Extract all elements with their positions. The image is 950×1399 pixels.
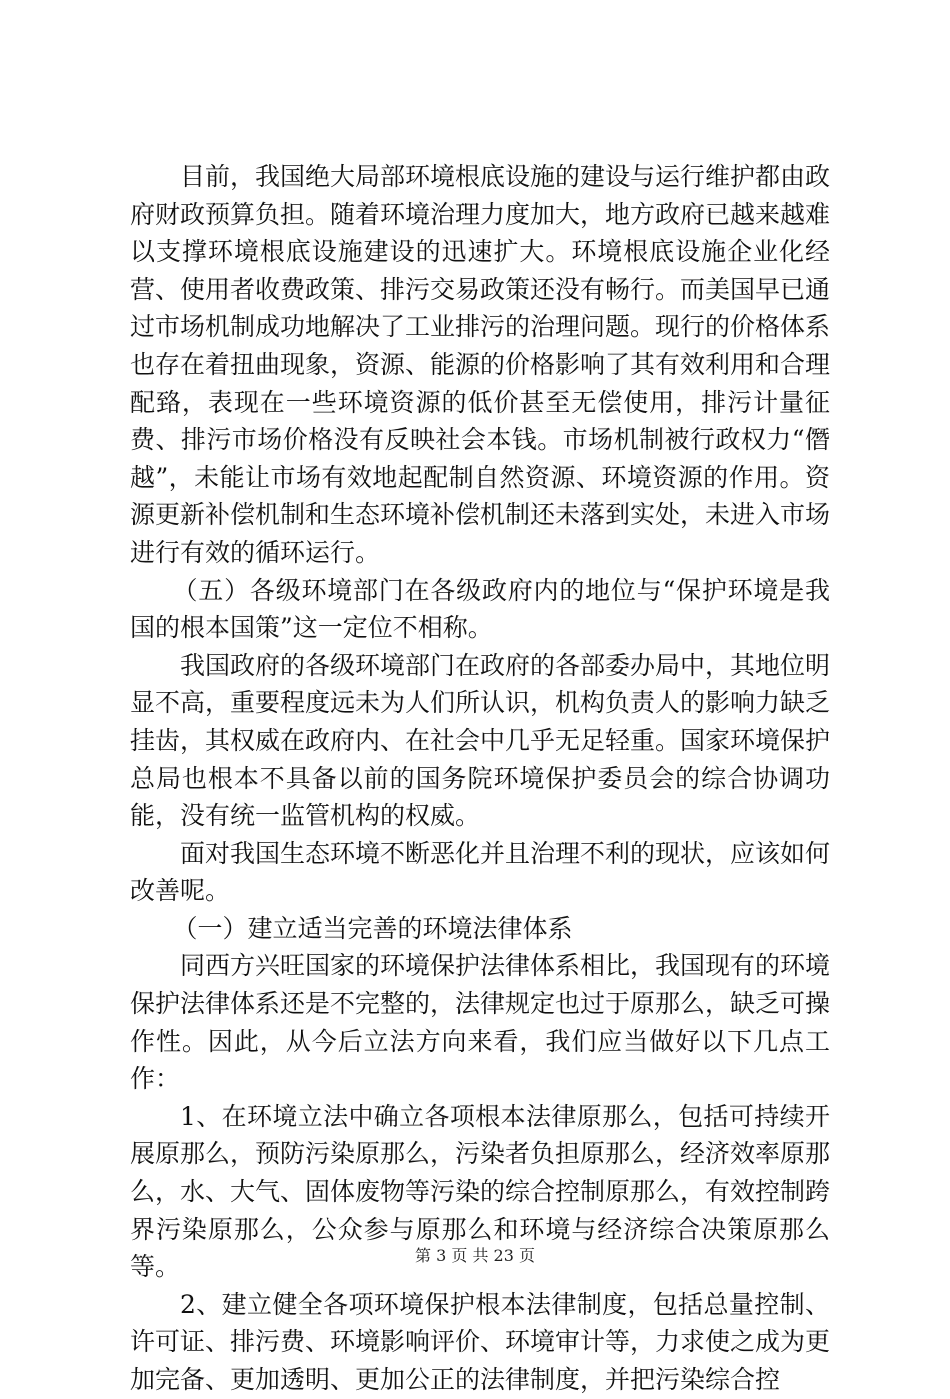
paragraph: 面对我国生态环境不断恶化并且治理不利的现状，应该如何改善呢。 <box>130 838 831 906</box>
list-item: 1、在环境立法中确立各项根本法律原那么，包括可持续开展原那么，预防污染原那么，污染者负担原那么，经济效率原那么，水、大气、固体废物等污染的综合控制原那么，有效控制跨界污染原那么，公众参与原那么和环境与经济综合决策原那么等。 <box>130 1101 831 1282</box>
body-text <box>130 158 830 1399</box>
section-heading: （一）建立适当完善的环境法律体系 <box>172 913 573 943</box>
paragraph: 同西方兴旺国家的环境保护法律体系相比，我国现有的环境保护法律体系还是不完整的，法律规定也过于原那么，缺乏可操作性。因此，从今后立法方向来看，我们应当做好以下几点工作： <box>130 951 831 1094</box>
paragraph: 我国政府的各级环境部门在政府的各部委办局中，其地位明显不高，重要程度远未为人们所认识，机构负责人的影响力缺乏挂齿，其权威在政府内、在社会中几乎无足轻重。国家环境保护总局也根本不具备以前的国务院环境保护委员会的综合协调功能，没有统一监管机构的权威。 <box>130 650 831 831</box>
list-item: 2、建立健全各项环境保护根本法律制度，包括总量控制、许可证、排污费、环境影响评价、环境审计等，力求使之成为更加完备、更加透明、更加公正的法律制度，并把污染综合控 <box>130 1289 831 1394</box>
page-footer: 第 3 页 共 23 页 <box>415 1246 535 1265</box>
paragraph: 目前，我国绝大局部环境根底设施的建设与运行维护都由政府财政预算负担。随着环境治理力度加大，地方政府已越来越难以支撑环境根底设施建设的迅速扩大。环境根底设施企业化经营、使用者收费政策、排污交易政策还没有畅行。而美国早已通过市场机制成功地解决了工业排污的治理问题。现行的价格体系也存在着扭曲现象，资源、能源的价格影响了其有效利用和合理配臵，表现在一些环境资源的低价甚至无偿使用，排污计量征费、排污市场价格没有反映社会本钱。市场机制被行政权力“僭越”，未能让市场有效地起配制自然资源、环境资源的作用。资源更新补偿机制和生态环境补偿机制还未落到实处，未进入市场进行有效的循环运行。 <box>130 162 831 567</box>
section-heading: （五）各级环境部门在各级政府内的地位与“保护环境是我国的根本国策”这一定位不相称。 <box>130 575 830 643</box>
